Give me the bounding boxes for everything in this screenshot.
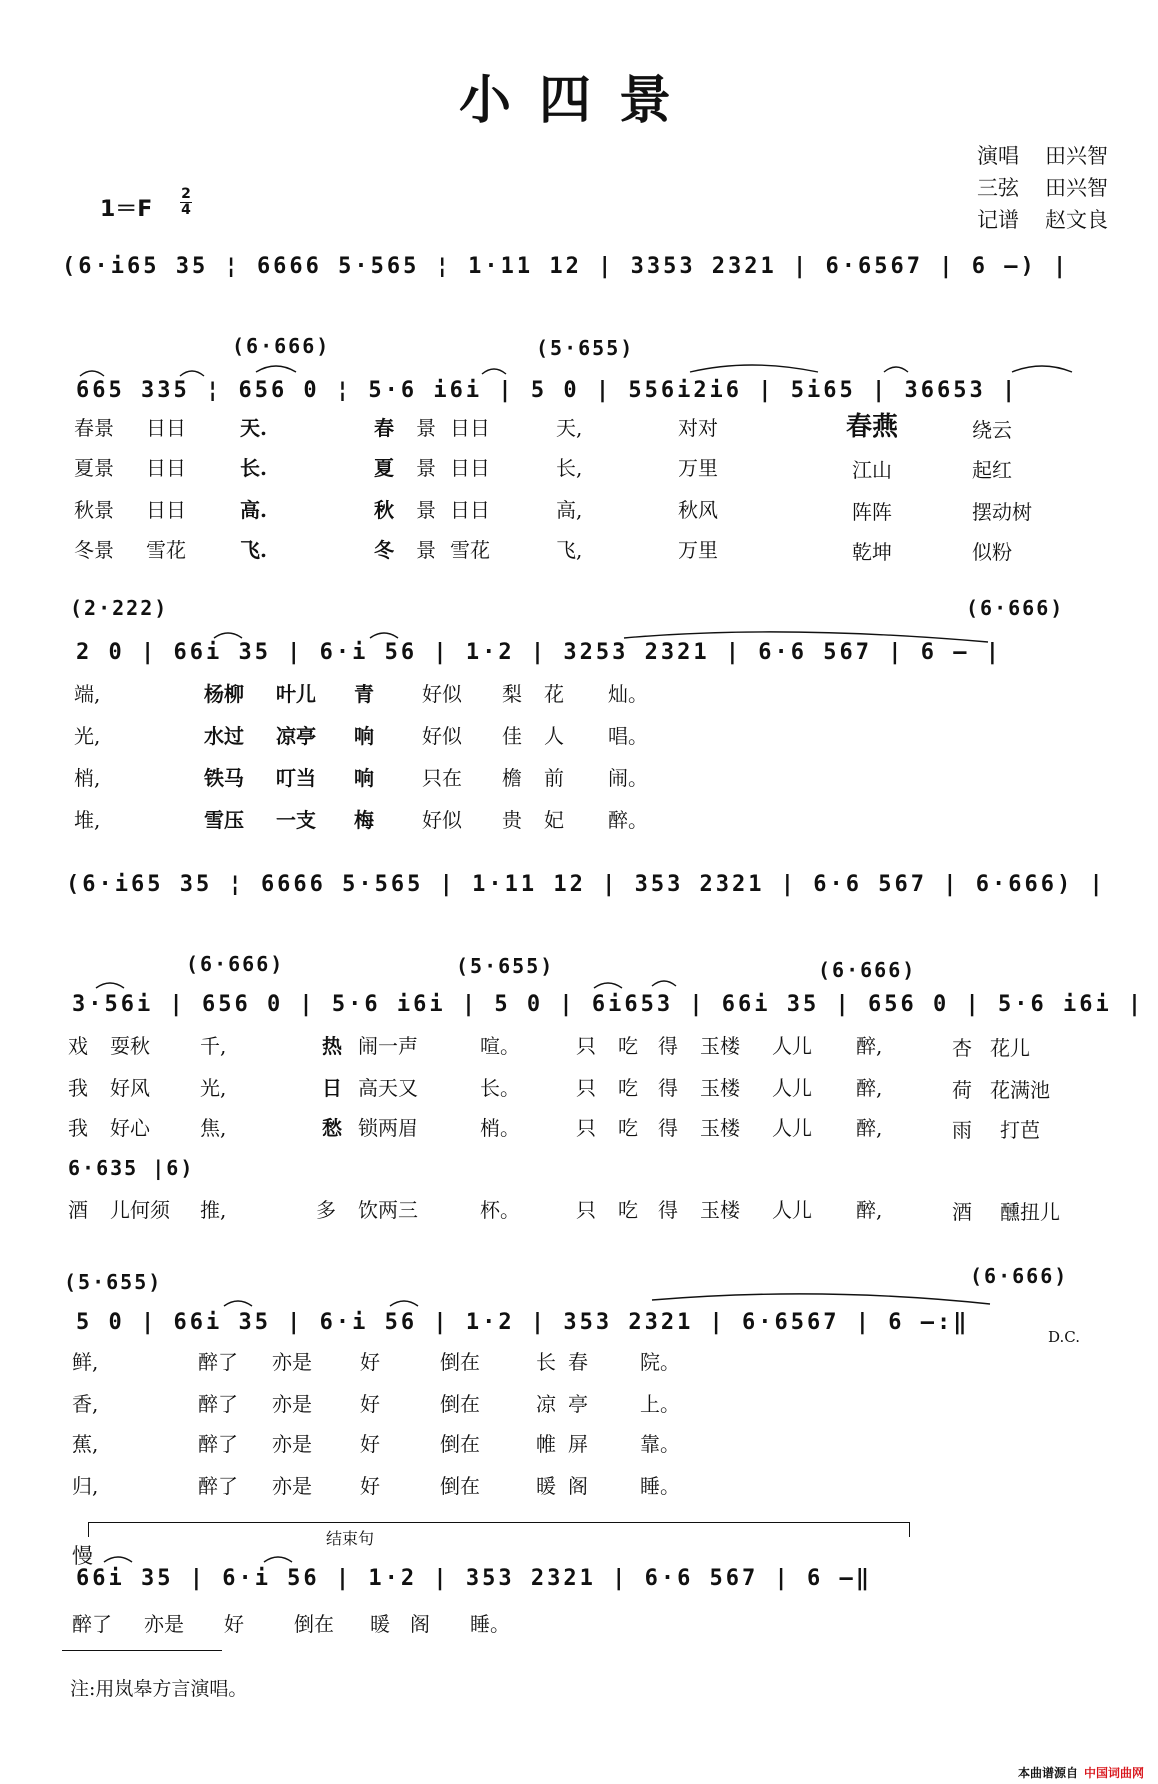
upper-notes: (6·666) <box>966 596 1065 620</box>
key-signature: 1＝F <box>100 197 153 222</box>
upper-notes: (5·655) <box>536 336 635 360</box>
section-label: 结束句 <box>322 1526 378 1549</box>
upper-notes: (6·666) <box>970 1264 1069 1288</box>
interlude-notes: (6·i65 35 ¦ 6666 5·565 | 1·11 12 | 353 2321 | 6·6 567 | 6·666) | <box>66 872 1106 897</box>
credit-transcriber: 记谱 赵文良 <box>977 208 1108 232</box>
upper-notes: (6·666) <box>232 334 331 358</box>
da-capo-mark: D.C. <box>1048 1328 1080 1346</box>
tempo-mark: 慢 <box>72 1544 93 1568</box>
extra-notes: 6·635 |6) <box>68 1156 195 1180</box>
upper-notes: (6·666) <box>186 952 285 976</box>
intro-notes: (6·i65 35 ¦ 6666 5·565 ¦ 1·11 12 | 3353 2321 | 6·6567 | 6 —) | <box>62 254 1070 279</box>
upper-notes: (5·655) <box>64 1270 163 1294</box>
upper-notes: (5·655) <box>456 954 555 978</box>
time-signature: 2 4 <box>181 186 191 218</box>
melody-notes: 665 335 ¦ 656 0 ¦ 5·6 i6i | 5 0 | 556i2i6 | 5i65 | 36653 | <box>76 378 1019 403</box>
melody-notes: 3·56i | 656 0 | 5·6 i6i | 5 0 | 6i653 | 66i 35 | 656 0 | 5·6 i6i | <box>72 992 1145 1017</box>
footnote: 注:用岚皋方言演唱。 <box>70 1678 248 1700</box>
upper-notes: (6·666) <box>818 958 917 982</box>
source-credit[interactable]: 本曲谱源自 中国词曲网 <box>1017 1766 1144 1780</box>
page-title: 小四景 <box>458 71 699 131</box>
melody-notes: 5 0 | 66i 35 | 6·i 56 | 1·2 | 353 2321 | 6·6567 | 6 —:‖ <box>76 1310 970 1335</box>
melody-notes: 66i 35 | 6·i 56 | 1·2 | 353 2321 | 6·6 567 | 6 —‖ <box>76 1566 873 1591</box>
credit-sanxian: 三弦 田兴智 <box>977 176 1108 200</box>
source-site: 中国词曲网 <box>1083 1766 1144 1780</box>
credit-singer: 演唱 田兴智 <box>977 144 1108 168</box>
melody-notes: 2 0 | 66i 35 | 6·i 56 | 1·2 | 3253 2321 | 6·6 567 | 6 — | <box>76 640 1002 665</box>
upper-notes: (2·222) <box>70 596 169 620</box>
